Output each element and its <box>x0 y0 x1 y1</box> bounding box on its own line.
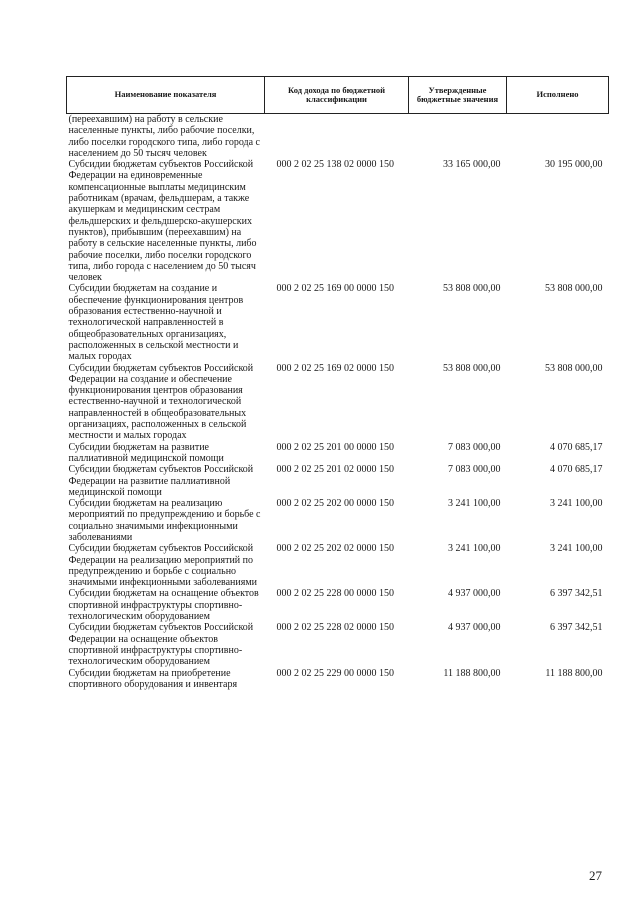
page-number: 27 <box>589 868 602 883</box>
row-executed <box>507 114 609 160</box>
row-name: Субсидии бюджетам субъектов Российской Федерации на реализацию мероприятий по предупреждению и борьбе с социально значимыми инфекционными заболеваниями <box>68 543 258 589</box>
table-row <box>67 543 609 588</box>
table-row <box>67 363 609 442</box>
header-name: Наименование показателя <box>67 77 265 114</box>
row-approved: 33 165 000,00 <box>443 159 501 171</box>
header-executed: Исполнено <box>507 77 609 114</box>
row-code: 000 2 02 25 169 02 0000 150 <box>276 362 394 374</box>
row-name: Субсидии бюджетам субъектов Российской Федерации на развитие паллиативной медицинской помощи <box>68 464 254 498</box>
row-name: Субсидии бюджетам субъектов Российской Федерации на оснащение объектов спортивной инфраструктуры спортивно-технологическим оборудованием <box>68 622 254 668</box>
table-row <box>67 622 609 667</box>
table-row <box>67 159 609 283</box>
row-code: 000 2 02 25 202 00 0000 150 <box>276 498 394 510</box>
row-code <box>265 114 409 160</box>
row-approved: 7 083 000,00 <box>448 441 501 453</box>
row-executed: 4 070 685,17 <box>550 464 603 476</box>
table-row <box>67 668 609 691</box>
row-name: Субсидии бюджетам на оснащение объектов спортивной инфраструктуры спортивно-технологическим оборудованием <box>68 588 259 623</box>
row-code: 000 2 02 25 202 02 0000 150 <box>276 543 394 555</box>
row-executed: 53 808 000,00 <box>545 283 603 295</box>
budget-table <box>66 76 609 690</box>
table-row <box>67 588 609 622</box>
row-code: 000 2 02 25 229 00 0000 150 <box>276 667 394 679</box>
row-name: Субсидии бюджетам субъектов Российской Федерации на создание и обеспечение функционирования центров образования естественно-научной и технологической направленностей в общеобразовательных организациях, расположенных в сельской местности и малых городах <box>68 362 254 442</box>
row-code: 000 2 02 25 228 00 0000 150 <box>276 588 394 600</box>
row-code: 000 2 02 25 201 00 0000 150 <box>276 441 394 453</box>
row-approved: 53 808 000,00 <box>443 362 501 374</box>
row-executed: 53 808 000,00 <box>545 362 603 374</box>
row-approved: 3 241 100,00 <box>448 543 501 555</box>
row-code: 000 2 02 25 228 02 0000 150 <box>276 622 394 634</box>
table-row <box>67 283 609 362</box>
row-approved: 7 083 000,00 <box>448 464 501 476</box>
header-approved: Утвержденные бюджетные значения <box>409 77 507 114</box>
row-approved: 53 808 000,00 <box>443 283 501 295</box>
row-code: 000 2 02 25 169 00 0000 150 <box>276 283 394 295</box>
budget-table-sheet <box>66 76 608 690</box>
row-name: Субсидии бюджетам на реализацию мероприятий по предупреждению и борьбе с социально значимыми инфекционными заболеваниями <box>68 498 261 543</box>
table-row <box>67 442 609 465</box>
table-row <box>67 498 609 543</box>
row-name: Субсидии бюджетам на приобретение спортивного оборудования и инвентаря <box>68 667 238 690</box>
table-row <box>67 464 609 498</box>
row-approved: 4 937 000,00 <box>448 588 501 600</box>
row-name: Субсидии бюджетам на создание и обеспечение функционирования центров образования естественно-научной и технологической направленностей в общеобразовательных организациях, расположенных в сельской местности и малых городах <box>68 283 244 363</box>
row-code: 000 2 02 25 201 02 0000 150 <box>276 464 394 476</box>
header-code: Код дохода по бюджетной классификации <box>265 77 409 114</box>
row-approved: 11 188 800,00 <box>443 667 501 679</box>
row-executed: 3 241 100,00 <box>550 498 603 510</box>
row-executed: 4 070 685,17 <box>550 441 603 453</box>
row-name: (переехавшим) на работу в сельские населенные пункты, либо рабочие поселки, либо поселки городского типа, либо города с населением до 50 тысяч человек <box>68 114 260 159</box>
row-executed: 6 397 342,51 <box>550 622 603 634</box>
table-header-row <box>67 77 609 114</box>
row-code: 000 2 02 25 138 02 0000 150 <box>276 159 394 171</box>
table-row <box>67 114 609 160</box>
row-approved: 4 937 000,00 <box>448 622 501 634</box>
row-executed: 30 195 000,00 <box>545 159 603 171</box>
row-name: Субсидии бюджетам субъектов Российской Федерации на единовременные компенсационные выплаты медицинским работникам (врачам, фельдшерам, а также акушеркам и медицинским сестрам фельдшерских и фельдшерско-акушерских пунктов), прибывшим (переехавшим) на работу в сельские населенные пункты, либо рабочие поселки, либо поселки городского типа, либо города с населением до 50 тысяч человек <box>68 159 257 284</box>
row-name: Субсидии бюджетам на развитие паллиативной медицинской помощи <box>68 441 224 464</box>
row-executed: 11 188 800,00 <box>545 667 603 679</box>
row-approved: 3 241 100,00 <box>448 498 501 510</box>
row-approved <box>409 114 507 160</box>
row-executed: 6 397 342,51 <box>550 588 603 600</box>
row-executed: 3 241 100,00 <box>550 543 603 555</box>
